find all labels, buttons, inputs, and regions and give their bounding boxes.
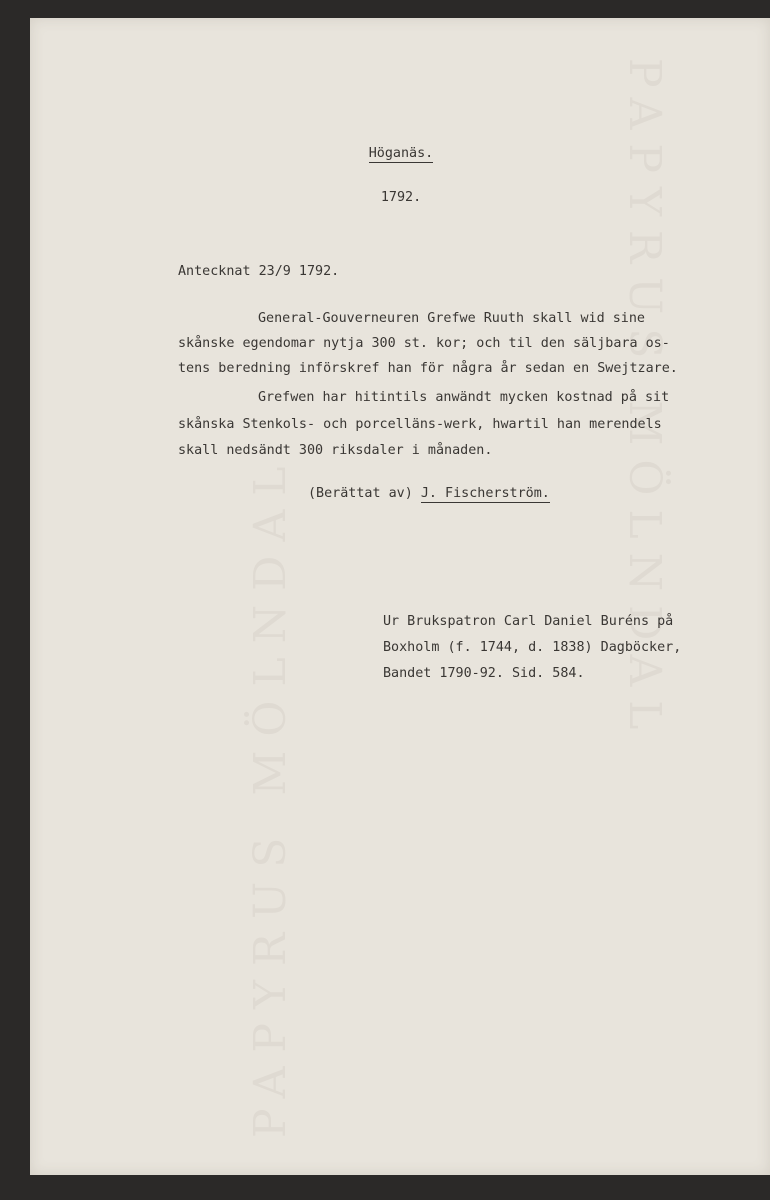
source-line-1: Ur Brukspatron Carl Daniel Buréns på	[383, 614, 674, 629]
watermark-right: PAPYRUS MÖLNDAL	[619, 58, 670, 744]
watermark-left: PAPYRUS MÖLNDAL	[245, 452, 296, 1138]
source-line-2: Boxholm (f. 1744, d. 1838) Dagböcker,	[383, 640, 682, 655]
place-heading: Höganäs.	[368, 146, 434, 161]
attribution-name: J. Fischerström.	[420, 486, 550, 501]
attribution	[308, 486, 550, 501]
recorded-date: Antecknat 23/9 1792.	[178, 264, 340, 279]
attribution-prefix: (Berättat av)	[308, 486, 413, 501]
body-line-5: skånska Stenkols- och porcelläns-werk, hwartil han merendels	[178, 417, 662, 432]
body-line-2: skånske egendomar nytja 300 st. kor; och til den säljbara os-	[178, 336, 670, 351]
document-page	[30, 18, 770, 1175]
year-heading: 1792.	[380, 190, 422, 205]
source-line-3: Bandet 1790-92. Sid. 584.	[383, 666, 585, 681]
body-line-1: General-Gouverneuren Grefwe Ruuth skall wid sine	[258, 311, 645, 326]
body-line-6: skall nedsändt 300 riksdaler i månaden.	[178, 443, 493, 458]
body-line-4: Grefwen har hitintils anwändt mycken kostnad på sit	[258, 390, 670, 405]
body-line-3: tens beredning införskref han för några år sedan en Swejtzare.	[178, 361, 678, 376]
